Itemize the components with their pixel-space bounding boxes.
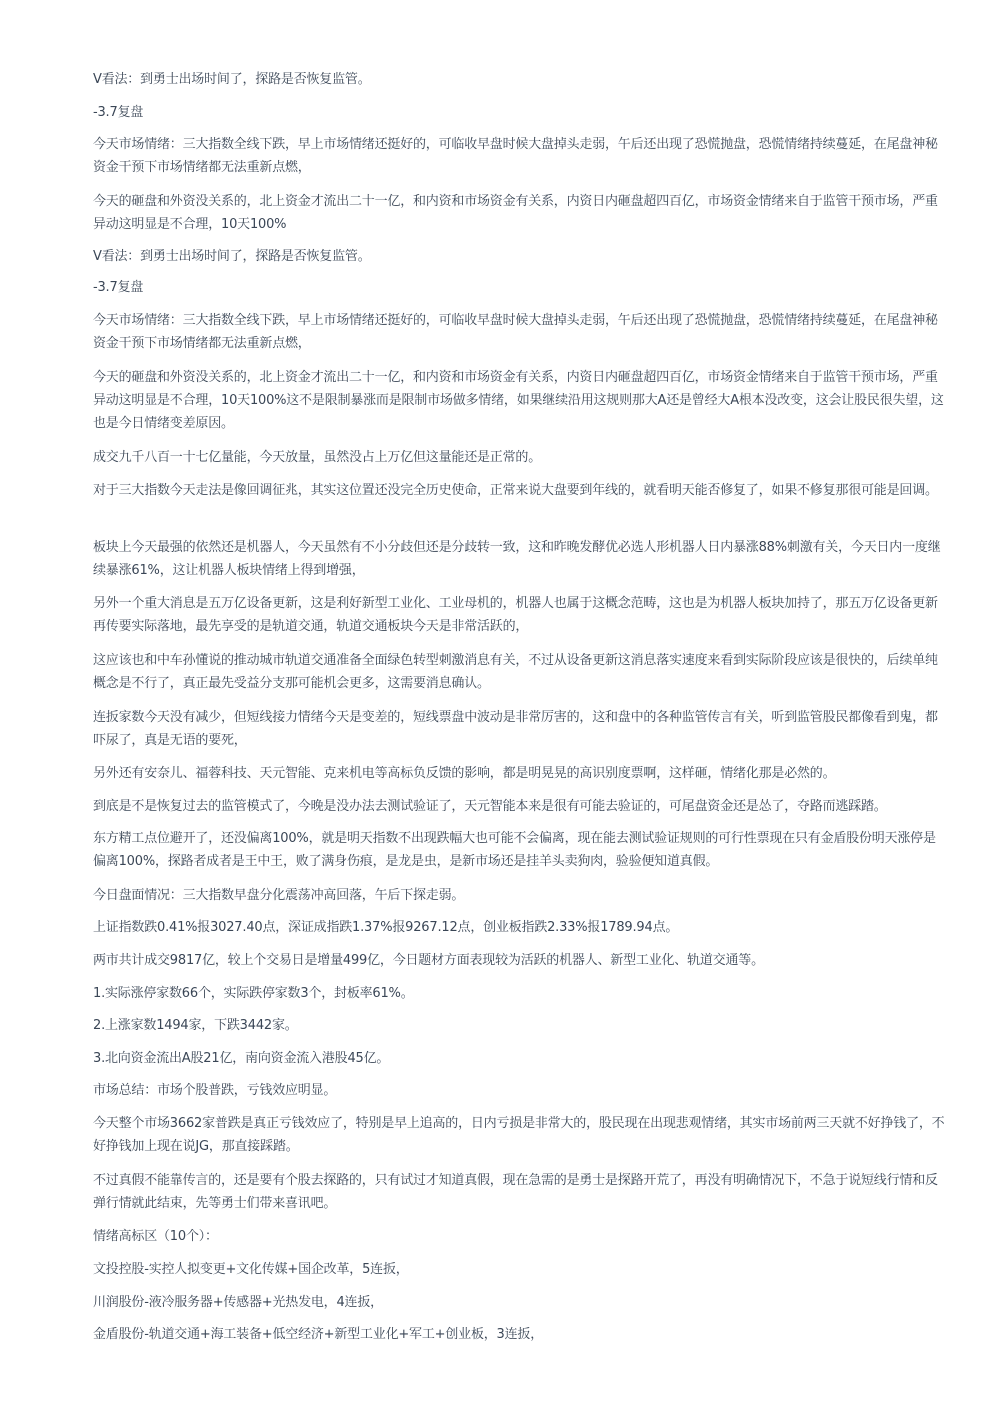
paragraph: 今天市场情绪：三大指数全线下跌，早上市场情绪还挺好的，可临收早盘时候大盘掉头走弱，午后还出现了恐慌抛盘，恐慌情绪持续蔓延，在尾盘神秘资金干预下市场情绪都无法重新点燃， xyxy=(93,137,938,175)
paragraph: 文投控股-实控人拟变更+文化传媒+国企改革，5连扳， xyxy=(93,1262,409,1277)
paragraph: 板块上今天最强的依然还是机器人，今天虽然有不小分歧但还是分歧转一致，这和昨晚发酵优必选人形机器人日内暴涨88%刺激有关，今天日内一度继续暴涨61%，这让机器人板块情绪上得到增强， xyxy=(93,540,941,578)
paragraph: 情绪高标区（10个）： xyxy=(93,1229,218,1244)
paragraph: 连扳家数今天没有减少，但短线接力情绪今天是变差的，短线票盘中波动是非常厉害的，这和盘中的各种监管传言有关，听到监管股民都像看到鬼，都吓尿了，真是无语的要死， xyxy=(93,710,938,748)
paragraph: 另外一个重大消息是五万亿设备更新，这是利好新型工业化、工业母机的，机器人也属于这概念范畴，这也是为机器人板块加持了，那五万亿设备更新再传要实际落地，最先享受的是轨道交通，轨道交通板块今天是非常活跃的， xyxy=(93,596,938,634)
paragraph: 不过真假不能靠传言的，还是要有个股去探路的，只有试过才知道真假，现在急需的是勇士是探路开荒了，再没有明确情况下，不急于说短线行情和反弹行情就此结束，先等勇士们带来喜讯吧。 xyxy=(93,1173,938,1211)
paragraph: 1.实际涨停家数66个，实际跌停家数3个，封板率61%。 xyxy=(93,986,414,1001)
paragraph: 成交九千八百一十七亿量能，今天放量，虽然没占上万亿但这量能还是正常的。 xyxy=(93,450,542,465)
paragraph: 到底是不是恢复过去的监管模式了，今晚是没办法去测试验证了，天元智能本来是很有可能去验证的，可尾盘资金还是怂了，夺路而逃踩踏。 xyxy=(93,799,887,814)
paragraph: 两市共计成交9817亿，较上个交易日是增量499亿，今日题材方面表现较为活跃的机器人、新型工业化、轨道交通等。 xyxy=(93,953,764,968)
paragraph: 今天市场情绪：三大指数全线下跌，早上市场情绪还挺好的，可临收早盘时候大盘掉头走弱，午后还出现了恐慌抛盘，恐慌情绪持续蔓延，在尾盘神秘资金干预下市场情绪都无法重新点燃， xyxy=(93,313,938,351)
paragraph: V看法：到勇士出场时间了，探路是否恢复监管。 xyxy=(93,249,371,264)
paragraph: 川润股份-液冷服务器+传感器+光热发电，4连扳， xyxy=(93,1295,383,1310)
paragraph: 今天整个市场3662家普跌是真正亏钱效应了，特别是早上追高的，日内亏损是非常大的，股民现在出现悲观情绪，其实市场前两三天就不好挣钱了，不好挣钱加上现在说JG，那直接踩踏。 xyxy=(93,1116,945,1154)
paragraph: -3.7复盘 xyxy=(93,105,144,120)
paragraph: 对于三大指数今天走法是像回调征兆，其实这位置还没完全历史使命，正常来说大盘要到年线的，就看明天能否修复了，如果不修复那很可能是回调。 xyxy=(93,483,938,498)
paragraph: 这应该也和中车孙懂说的推动城市轨道交通准备全面绿色转型刺激消息有关，不过从设备更新这消息落实速度来看到实际阶段应该是很快的，后续单纯概念是不行了，真正最先受益分支那可能机会更多，这需要消息确认。 xyxy=(93,653,938,691)
paragraph: 今天的砸盘和外资没关系的，北上资金才流出二十一亿，和内资和市场资金有关系，内资日内砸盘超四百亿，市场资金情绪来自于监管干预市场，严重异动这明显是不合理，10天100% xyxy=(93,194,938,232)
paragraph: 东方精工点位避开了，还没偏离100%，就是明天指数不出现跌幅大也可能不会偏离，现在能去测试验证规则的可行性票现在只有金盾股份明天涨停是偏离100%，探路者成者是王中王，败了满身伤痕，是龙是虫，是新市场还是挂羊头卖狗肉，验验便知道真假。 xyxy=(93,831,936,869)
paragraph: 今天的砸盘和外资没关系的，北上资金才流出二十一亿，和内资和市场资金有关系，内资日内砸盘超四百亿，市场资金情绪来自于监管干预市场，严重异动这明显是不合理，10天100%这不是限制暴涨而是限制市场做多情绪，如果继续沿用这规则那大A还是曾经大A根本没改变，这会让股民很失望，这也是今日情绪变差原因。 xyxy=(93,370,944,431)
paragraph: 市场总结：市场个股普跌，亏钱效应明显。 xyxy=(93,1083,337,1098)
paragraph: 今日盘面情况：三大指数早盘分化震荡冲高回落，午后下探走弱。 xyxy=(93,888,465,903)
paragraph: 上证指数跌0.41%报3027.40点，深证成指跌1.37%报9267.12点，创业板指跌2.33%报1789.94点。 xyxy=(93,920,679,935)
paragraph: -3.7复盘 xyxy=(93,280,144,295)
document-page xyxy=(93,0,945,1403)
paragraph: 3.北向资金流出A股21亿，南向资金流入港股45亿。 xyxy=(93,1051,390,1066)
paragraph: V看法：到勇士出场时间了，探路是否恢复监管。 xyxy=(93,72,371,87)
paragraph: 2.上涨家数1494家，下跌3442家。 xyxy=(93,1018,298,1033)
paragraph: 金盾股份-轨道交通+海工装备+低空经济+新型工业化+军工+创业板，3连扳， xyxy=(93,1327,544,1342)
paragraph: 另外还有安奈儿、福蓉科技、天元智能、克来机电等高标负反馈的影响，都是明晃晃的高识别度票啊，这样砸，情绪化那是必然的。 xyxy=(93,766,836,781)
